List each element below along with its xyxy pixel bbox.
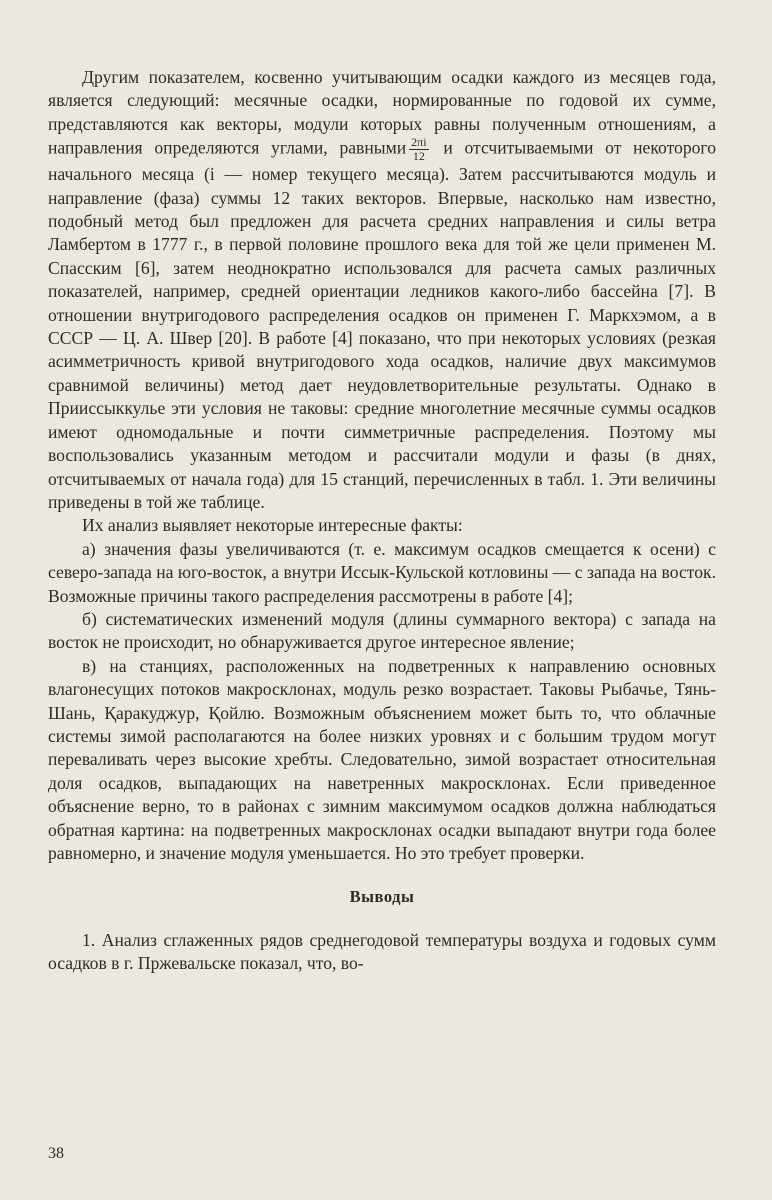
paragraph-1-after-fraction: и отсчитываемыми от некоторого начального месяца (i — номер текущего месяца). Затем рассчитываются модуль и направление (фаза) суммы 12 таких векторов. Впервые, насколько нам известно, подобный метод был предложен для расчета средних направления и силы ветра Ламбертом в 1777 г., в первой половине прошлого века для той же цели применен М. Спасским [6], затем неоднократно использовался для расчета самых различных показателей, например, средней ориентации ледников какого-либо бассейна [7]. В отношении внутригодового распределения осадков он применен Г. Маркхэмом, а в СССР — Ц. А. Швер [20]. В работе [4] показано, что при некоторых условиях (резкая асимметричность кривой внутригодового хода осадков, наличие двух максимумов сравнимой величины) метод дает неудовлетворительные результаты. Однако в Прииссыккулье эти условия не таковы: средние многолетние месячные суммы осадков имеют одномодальные и почти симметричные распределения. Поэтому мы воспользовались указанным методом и рассчитали модули и фазы (в днях, отсчитываемых от начала года) для 15 станций, перечисленных в табл. 1. Эти величины приведены в той же таблице. — [48, 137, 717, 512]
fraction-numerator: 2πi — [411, 135, 427, 150]
paragraph-1 — [48, 66, 716, 514]
list-item-c: в) на станциях, расположенных на подветренных к направлению основных влагонесущих потоков макросклонах, модуль резко возрастает. Таковы Рыбачье, Тянь-Шань, Қаракуджур, Қойлю. Возможным объяснением может быть то, что облачные системы зимой располагаются на более низких уровнях и с большим трудом могут переваливать через высокие хребты. Следовательно, зимой возрастает относительная доля осадков, выпадающих на наветренных макросклонах. Если приведенное объяснение верно, то в районах с зимним максимумом осадков должна наблюдаться обратная картина: на подветренных макросклонах осадки выпадают внутри года более равномерно, и значение модуля уменьшается. Но это требует проверки. — [48, 655, 716, 863]
page-number: 38 — [48, 1145, 64, 1162]
paragraph-2: Их анализ выявляет некоторые интересные факты: — [82, 515, 463, 536]
body-text — [48, 66, 716, 976]
angle-fraction — [409, 136, 428, 163]
list-item-b: б) систематических изменений модуля (длины суммарного вектора) с запада на восток не происходит, но обнаруживается другое интересное явление; — [48, 608, 716, 653]
paragraph-1-before-fraction: Другим показателем, косвенно учитывающим осадки каждого из месяцев года, является следующий: месячные осадки, нормированные по годовой их сумме, представляются как векторы, модули которых равны полученным отношениям, а направления определяются углами, равными — [48, 67, 716, 158]
section-heading: Выводы — [349, 887, 415, 907]
conclusion-item-1: 1. Анализ сглаженных рядов среднегодовой температуры воздуха и годовых сумм осадков в г. Пржевальске показал, что, во- — [48, 929, 716, 974]
list-item-a: а) значения фазы увеличиваются (т. е. максимум осадков смещается к осени) с северо-запада на юго-восток, а внутри Иссык-Кульской котловины — с запада на восток. Возможные причины такого распределения рассмотрены в работе [4]; — [48, 538, 716, 606]
fraction-denominator: 12 — [412, 149, 425, 164]
